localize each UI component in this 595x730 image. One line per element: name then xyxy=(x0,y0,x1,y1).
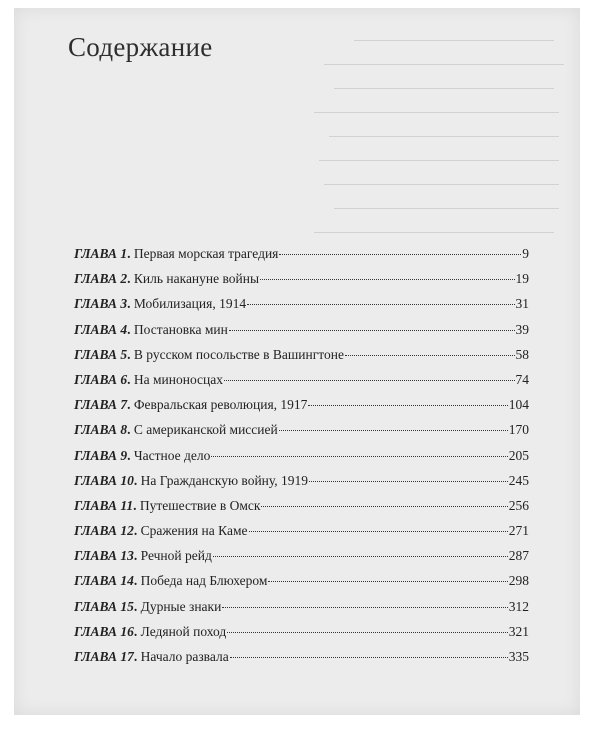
dot-leader xyxy=(213,556,508,557)
chapter-separator: . xyxy=(133,523,141,539)
page-number: 31 xyxy=(515,296,529,312)
table-of-contents xyxy=(74,246,529,674)
chapter-title: На Гражданскую войну, 1919 xyxy=(140,472,309,488)
page-number: 74 xyxy=(515,371,529,387)
chapter-separator: . xyxy=(127,321,134,337)
chapter-label: ГЛАВА 14 xyxy=(74,573,134,589)
dot-leader xyxy=(345,355,515,356)
page-number: 39 xyxy=(515,321,529,337)
page-number: 104 xyxy=(508,397,529,413)
chapter-title: В русском посольстве в Вашингтоне xyxy=(133,346,344,362)
chapter-title: Сражения на Каме xyxy=(140,523,248,539)
toc-entry[interactable] xyxy=(74,624,529,649)
chapter-separator: . xyxy=(127,422,134,438)
chapter-label: ГЛАВА 7 xyxy=(74,397,128,413)
chapter-separator: . xyxy=(127,371,134,387)
page-number: 298 xyxy=(508,573,529,589)
dot-leader xyxy=(222,607,507,608)
toc-entry[interactable] xyxy=(74,347,529,372)
chapter-separator: . xyxy=(133,598,141,614)
chapter-separator: . xyxy=(133,649,141,664)
toc-entry[interactable] xyxy=(74,372,529,397)
chapter-title: Ледяной поход xyxy=(140,623,227,639)
toc-entry[interactable] xyxy=(74,322,529,347)
page-number: 287 xyxy=(508,548,529,564)
chapter-label: ГЛАВА 17 xyxy=(74,649,134,664)
page-number: 256 xyxy=(508,497,529,513)
toc-entry[interactable] xyxy=(74,296,529,321)
dot-leader xyxy=(261,506,507,507)
chapter-title: Постановка мин xyxy=(133,321,228,337)
chapter-label: ГЛАВА 4 xyxy=(74,321,128,337)
dot-leader xyxy=(247,304,514,305)
chapter-title: Февральская революция, 1917 xyxy=(133,397,308,413)
chapter-separator: . xyxy=(127,346,134,362)
page-number: 271 xyxy=(508,523,529,539)
toc-entry[interactable] xyxy=(74,649,529,674)
toc-entry[interactable] xyxy=(74,573,529,598)
chapter-title: Речной рейд xyxy=(140,548,212,564)
toc-entry[interactable] xyxy=(74,498,529,523)
chapter-title: Начало развала xyxy=(140,649,229,664)
chapter-label: ГЛАВА 16 xyxy=(74,623,134,639)
dot-leader xyxy=(249,531,508,532)
dot-leader xyxy=(279,254,521,255)
chapter-label: ГЛАВА 15 xyxy=(74,598,134,614)
chapter-label: ГЛАВА 12 xyxy=(74,523,134,539)
toc-entry[interactable] xyxy=(74,422,529,447)
chapter-title: Победа над Блюхером xyxy=(140,573,268,589)
chapter-label: ГЛАВА 8 xyxy=(74,422,128,438)
page-number: 321 xyxy=(508,623,529,639)
dot-leader xyxy=(229,330,515,331)
chapter-title: Дурные знаки xyxy=(140,598,222,614)
toc-entry[interactable] xyxy=(74,523,529,548)
page-number: 170 xyxy=(508,422,529,438)
toc-entry[interactable] xyxy=(74,548,529,573)
dot-leader xyxy=(279,430,508,431)
dot-leader xyxy=(230,657,508,658)
chapter-label: ГЛАВА 6 xyxy=(74,371,128,387)
bleed-through-shadow xyxy=(314,26,564,256)
page-number: 312 xyxy=(508,598,529,614)
chapter-separator: . xyxy=(133,623,141,639)
toc-entry[interactable] xyxy=(74,397,529,422)
chapter-title: Киль накануне войны xyxy=(133,271,260,287)
chapter-label: ГЛАВА 11 xyxy=(74,497,134,513)
chapter-separator: . xyxy=(127,397,134,413)
book-page xyxy=(14,8,580,715)
chapter-separator: . xyxy=(133,497,140,513)
page-title: Содержание xyxy=(68,32,213,62)
toc-entry[interactable] xyxy=(74,246,529,271)
chapter-separator: . xyxy=(133,472,141,488)
chapter-separator: . xyxy=(133,548,141,564)
chapter-title: Путешествие в Омск xyxy=(139,497,261,513)
dot-leader xyxy=(224,380,514,381)
chapter-title: Частное дело xyxy=(133,447,211,463)
toc-entry[interactable] xyxy=(74,473,529,498)
dot-leader xyxy=(227,632,507,633)
chapter-title: Мобилизация, 1914 xyxy=(133,296,247,312)
dot-leader xyxy=(308,405,507,406)
page-number: 9 xyxy=(522,246,529,261)
chapter-label: ГЛАВА 3 xyxy=(74,296,128,312)
toc-entry[interactable] xyxy=(74,448,529,473)
chapter-title: С американской миссией xyxy=(133,422,278,438)
page-number: 335 xyxy=(508,649,529,664)
dot-leader xyxy=(260,279,514,280)
chapter-label: ГЛАВА 1 xyxy=(74,246,128,261)
chapter-label: ГЛАВА 9 xyxy=(74,447,128,463)
chapter-title: Первая морская трагедия xyxy=(133,246,279,261)
chapter-label: ГЛАВА 2 xyxy=(74,271,128,287)
page-number: 58 xyxy=(515,346,529,362)
chapter-label: ГЛАВА 5 xyxy=(74,346,128,362)
page-number: 245 xyxy=(508,472,529,488)
chapter-title: На миноносцах xyxy=(133,371,224,387)
dot-leader xyxy=(268,581,507,582)
toc-entry[interactable] xyxy=(74,599,529,624)
dot-leader xyxy=(211,456,507,457)
chapter-separator: . xyxy=(127,246,134,261)
chapter-label: ГЛАВА 13 xyxy=(74,548,134,564)
page-number: 19 xyxy=(515,271,529,287)
chapter-separator: . xyxy=(133,573,141,589)
chapter-label: ГЛАВА 10 xyxy=(74,472,134,488)
page-number: 205 xyxy=(508,447,529,463)
chapter-separator: . xyxy=(127,271,134,287)
dot-leader xyxy=(309,481,508,482)
chapter-separator: . xyxy=(127,296,134,312)
chapter-separator: . xyxy=(127,447,134,463)
toc-entry[interactable] xyxy=(74,271,529,296)
